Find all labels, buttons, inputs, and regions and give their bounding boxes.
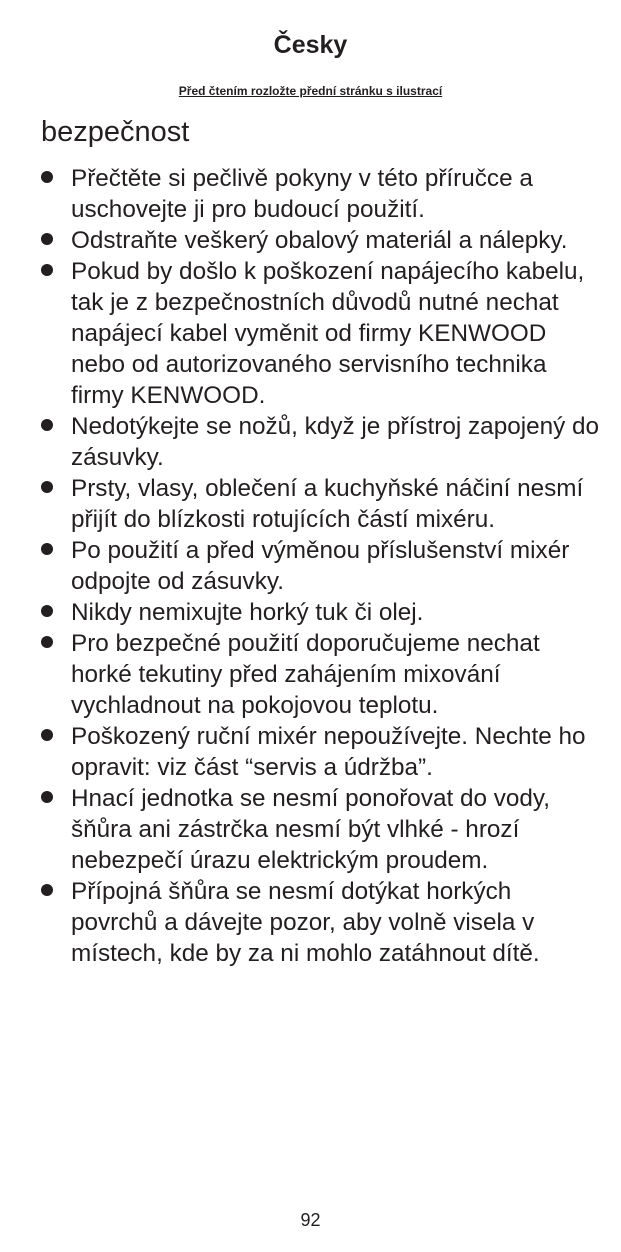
safety-item <box>41 876 601 969</box>
bullet-icon <box>41 543 53 555</box>
bullet-icon <box>41 171 53 183</box>
safety-item <box>41 783 601 876</box>
safety-item-text: Odstraňte veškerý obalový materiál a nálepky. <box>71 227 568 254</box>
safety-item <box>41 256 601 411</box>
safety-item-text: Nedotýkejte se nožů, když je přístroj zapojený do zásuvky. <box>71 413 600 471</box>
safety-item-text: Přečtěte si pečlivě pokyny v této příručce a uschovejte ji pro budoucí použití. <box>71 165 533 223</box>
safety-item-text: Po použití a před výměnou příslušenství mixér odpojte od zásuvky. <box>71 537 570 595</box>
safety-item <box>41 628 601 721</box>
safety-item-text: Prsty, vlasy, oblečení a kuchyňské náčiní nesmí přijít do blízkosti rotujících částí mixéru. <box>71 475 584 533</box>
safety-item-text: Nikdy nemixujte horký tuk či olej. <box>71 599 424 626</box>
bullet-icon <box>41 233 53 245</box>
safety-item <box>41 225 601 256</box>
safety-item-text: Pro bezpečné použití doporučujeme nechat horké tekutiny před zahájením mixování vychladnout na pokojovou teplotu. <box>71 630 540 719</box>
bullet-icon <box>41 729 53 741</box>
bullet-icon <box>41 791 53 803</box>
safety-item-text: Přípojná šňůra se nesmí dotýkat horkých povrchů a dávejte pozor, aby volně visela v místech, kde by za ni mohlo zatáhnout dítě. <box>71 878 540 967</box>
safety-item <box>41 473 601 535</box>
safety-item <box>41 721 601 783</box>
safety-item <box>41 411 601 473</box>
section-heading-safety: bezpečnost <box>41 116 190 148</box>
bullet-icon <box>41 636 53 648</box>
fold-out-instruction: Před čtením rozložte přední stránku s ilustrací <box>178 84 443 98</box>
safety-item <box>41 597 601 628</box>
safety-item-text: Hnací jednotka se nesmí ponořovat do vody, šňůra ani zástrčka nesmí být vlhké - hrozí nebezpečí úrazu elektrickým proudem. <box>71 785 551 874</box>
safety-item-text: Poškozený ruční mixér nepoužívejte. Nechte ho opravit: viz část “servis a údržba”. <box>71 723 586 781</box>
bullet-icon <box>41 884 53 896</box>
bullet-icon <box>41 481 53 493</box>
bullet-icon <box>41 605 53 617</box>
bullet-icon <box>41 419 53 431</box>
safety-item-text: Pokud by došlo k poškození napájecího kabelu, tak je z bezpečnostních důvodů nutné nechat napájecí kabel vyměnit od firmy KENWOOD nebo od autorizovaného servisního technika firmy KENWOOD. <box>71 258 585 409</box>
safety-item <box>41 535 601 597</box>
bullet-icon <box>41 264 53 276</box>
safety-list <box>41 163 601 969</box>
page-number: 92 <box>300 1210 321 1230</box>
safety-item <box>41 163 601 225</box>
page-title: Česky <box>273 31 348 59</box>
